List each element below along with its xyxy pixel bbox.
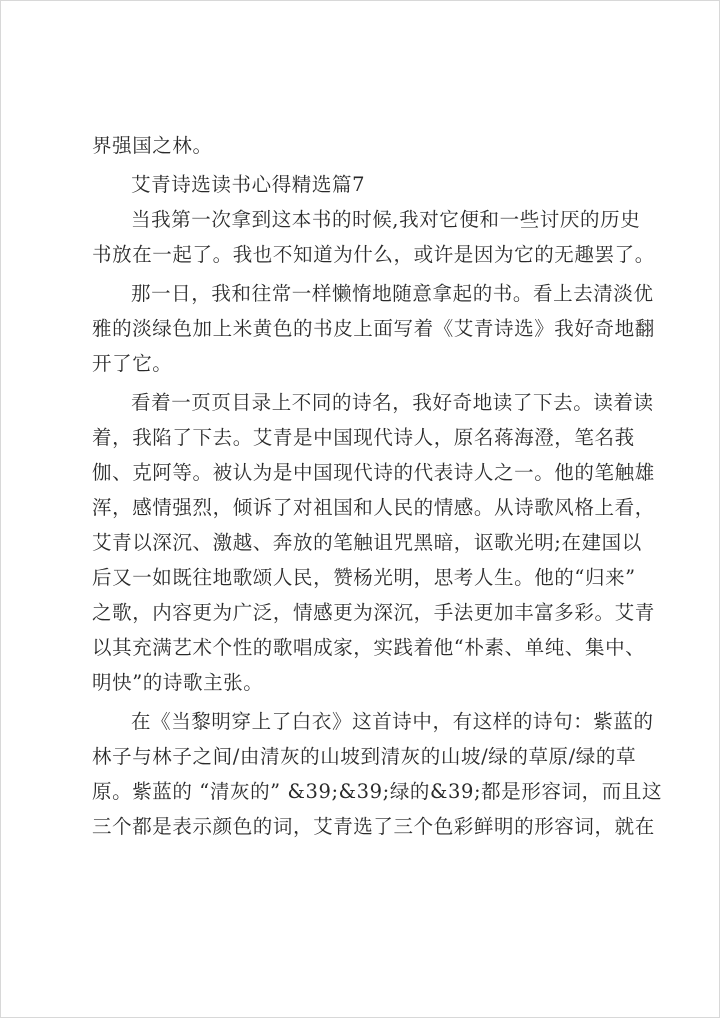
text-line: 艾青以深沉、激越、奔放的笔触诅咒黑暗，讴歌光明;在建国以 — [92, 531, 642, 554]
text-line: 当我第一次拿到这本书的时候,我对它便和一些讨厌的历史 — [131, 208, 641, 231]
text-line: 在《当黎明穿上了白衣》这首诗中，有这样的诗句：紫蓝的 — [131, 710, 654, 733]
text-line: 那一日，我和往常一样懒惰地随意拿起的书。看上去清淡优 — [131, 282, 654, 305]
text-line: 林子与林子之间/由清灰的山坡到清灰的山坡/绿的草原/绿的草 — [92, 745, 637, 768]
text-line: 界强国之林。 — [92, 134, 213, 157]
text-line: 看着一页页目录上不同的诗名，我好奇地读了下去。读着读 — [131, 391, 654, 414]
text-line: 书放在一起了。我也不知道为什么，或许是因为它的无趣罢了。 — [92, 243, 655, 266]
text-line: 后又一如既往地歌颂人民，赞杨光明，思考人生。他的“归来” — [92, 566, 636, 589]
text-line: 伽、克阿等。被认为是中国现代诗的代表诗人之一。他的笔触雄 — [92, 461, 655, 484]
text-line: 雅的淡绿色加上米黄色的书皮上面写着《艾青诗选》我好奇地翻 — [92, 317, 655, 340]
text-line: 开了它。 — [92, 352, 173, 375]
text-line: 三个都是表示颜色的词，艾青选了三个色彩鲜明的形容词，就在 — [92, 815, 655, 838]
section-heading: 艾青诗选读书心得精选篇7 — [131, 173, 366, 196]
text-line: 原。紫蓝的 “清灰的” &39;&39;绿的&39;都是形容词，而且这 — [92, 780, 663, 803]
text-line: 着，我陷了下去。艾青是中国现代诗人，原名蒋海澄，笔名莪 — [92, 426, 635, 449]
text-line: 明快”的诗歌主张。 — [92, 671, 264, 694]
text-line: 浑，感情强烈，倾诉了对祖国和人民的情感。从诗歌风格上看， — [92, 496, 655, 519]
text-line: 以其充满艺术个性的歌唱成家，实践着他“朴素、单纯、集中、 — [92, 636, 646, 659]
document-body — [92, 128, 663, 844]
text-line: 之歌，内容更为广泛，情感更为深沉，手法更加丰富多彩。艾青 — [92, 601, 655, 624]
